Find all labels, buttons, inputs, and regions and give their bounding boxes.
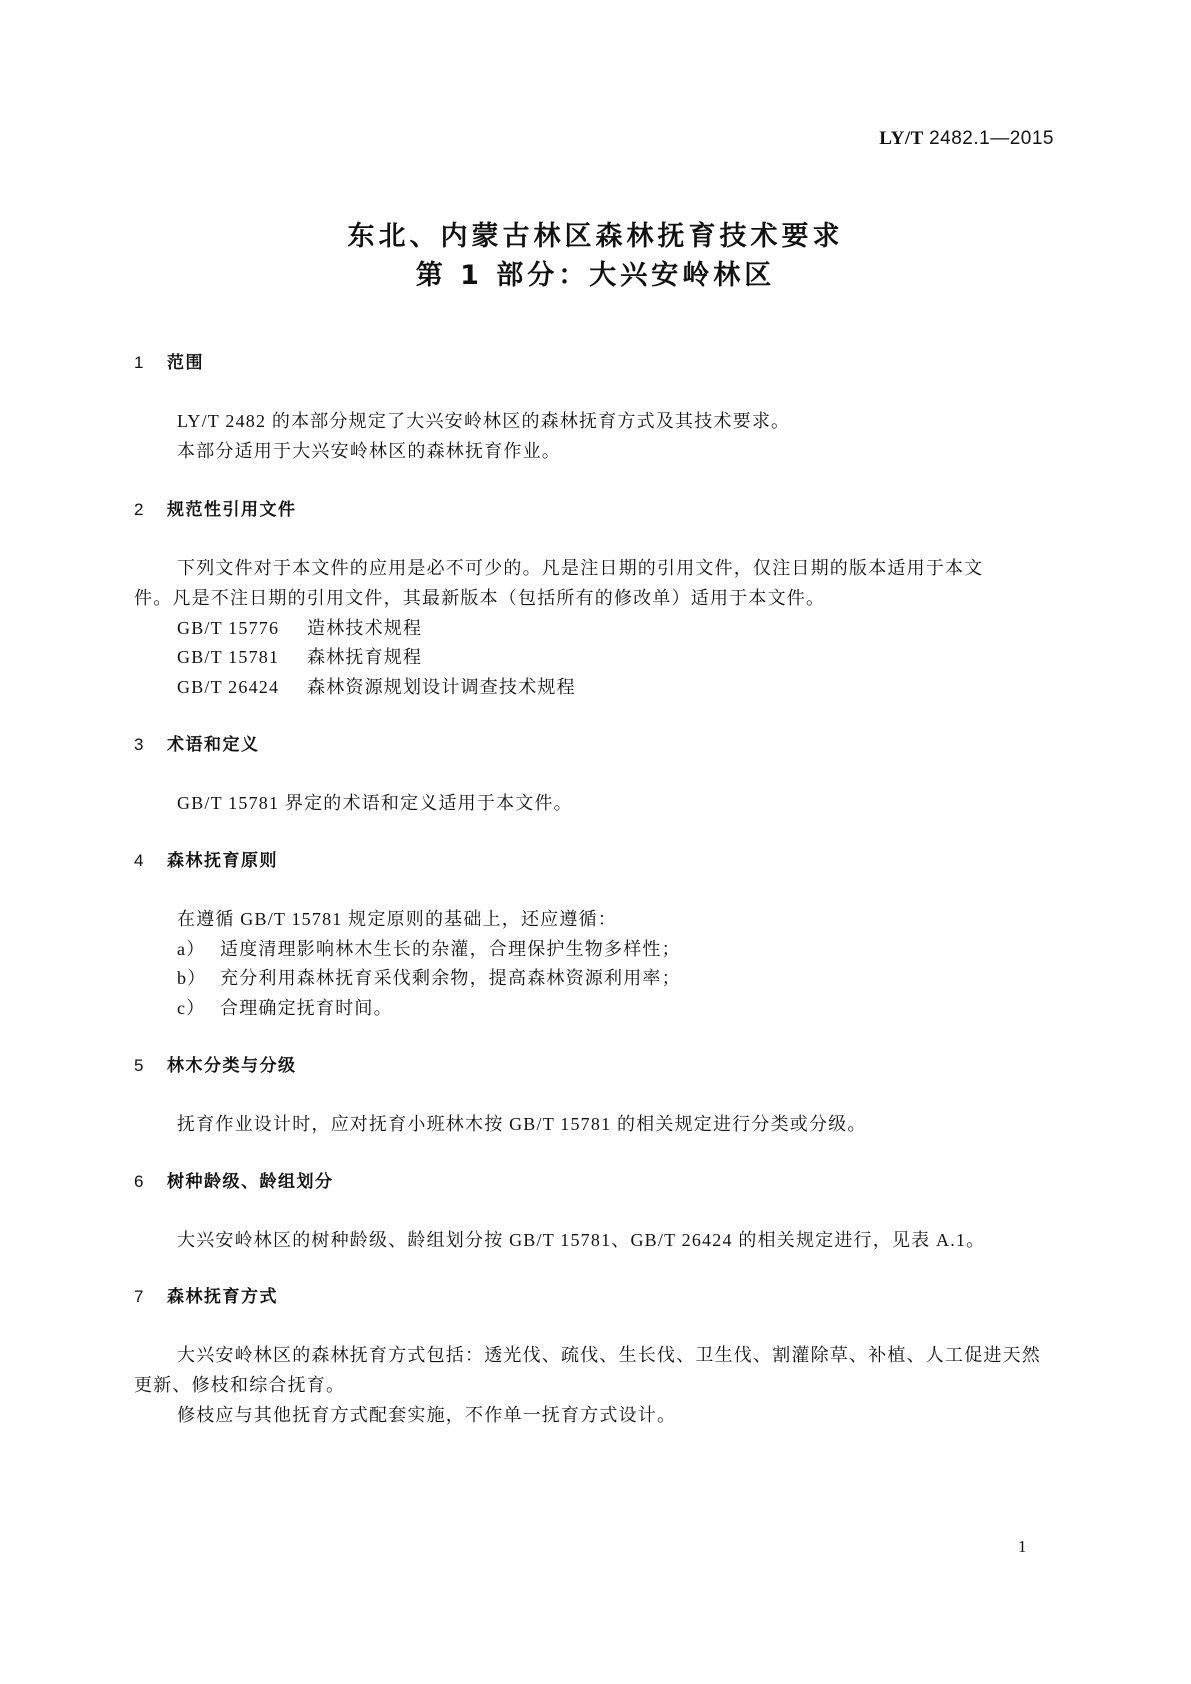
list-label: a） (177, 939, 206, 959)
reference-title: 森林资源规划设计调查技术规程 (307, 677, 576, 697)
reference-item (177, 643, 422, 669)
section-1-heading (134, 348, 204, 373)
section-title: 范围 (167, 353, 204, 373)
section-3-heading (134, 730, 260, 755)
standard-code: 2482.1—2015 (929, 128, 1054, 149)
paragraph: 下列文件对于本文件的应用是必不可少的。凡是注日期的引用文件，仅注日期的版本适用于本文 (177, 558, 984, 578)
reference-title: 森林抚育规程 (307, 647, 423, 667)
list-label: b） (177, 968, 207, 988)
section-6-heading (134, 1167, 334, 1192)
section-number: 4 (134, 851, 145, 870)
list-text: 充分利用森林抚育采伐剩余物，提高森林资源利用率； (220, 968, 681, 988)
document-title-line2: 第 1 部分：大兴安岭林区 (415, 260, 776, 291)
section-title: 林木分类与分级 (167, 1056, 297, 1076)
list-item (177, 994, 393, 1020)
section-number: 2 (134, 500, 145, 519)
list-label: c） (177, 998, 206, 1018)
section-title: 森林抚育方式 (167, 1287, 278, 1307)
paragraph: 本部分适用于大兴安岭林区的森林抚育作业。 (177, 441, 561, 461)
list-item (177, 935, 681, 961)
paragraph: LY/T 2482 的本部分规定了大兴安岭林区的森林抚育方式及其技术要求。 (177, 411, 791, 431)
section-title: 术语和定义 (167, 735, 260, 755)
section-7-heading (134, 1282, 278, 1307)
list-item (177, 964, 681, 990)
reference-item (177, 673, 576, 699)
section-title: 森林抚育原则 (167, 851, 278, 871)
reference-title: 造林技术规程 (307, 618, 423, 638)
list-text: 适度清理影响林木生长的杂灌，合理保护生物多样性； (220, 939, 681, 959)
paragraph: 大兴安岭林区的树种龄级、龄组划分按 GB/T 15781、GB/T 26424 的相关规定进行，见表 A.1。 (177, 1230, 986, 1250)
standard-number (879, 128, 1054, 150)
paragraph: 件。凡是不注日期的引用文件，其最新版本（包括所有的修改单）适用于本文件。 (134, 588, 826, 608)
paragraph: 更新、修枝和综合抚育。 (134, 1375, 346, 1395)
standard-prefix: LY/T (879, 128, 924, 149)
paragraph: 在遵循 GB/T 15781 规定原则的基础上，还应遵循： (177, 909, 617, 929)
section-title: 树种龄级、龄组划分 (167, 1172, 334, 1192)
paragraph: 大兴安岭林区的森林抚育方式包括：透光伐、疏伐、生长伐、卫生伐、割灌除草、补植、人工促进天然 (177, 1345, 1041, 1365)
reference-code: GB/T 15776 (177, 618, 280, 638)
section-4-heading (134, 846, 278, 871)
paragraph: GB/T 15781 界定的术语和定义适用于本文件。 (177, 793, 573, 813)
paragraph: 修枝应与其他抚育方式配套实施，不作单一抚育方式设计。 (177, 1405, 677, 1425)
paragraph: 抚育作业设计时，应对抚育小班林木按 GB/T 15781 的相关规定进行分类或分级。 (177, 1114, 867, 1134)
section-number: 5 (134, 1056, 145, 1075)
section-number: 6 (134, 1172, 145, 1191)
reference-code: GB/T 15781 (177, 647, 280, 667)
section-2-heading (134, 495, 297, 520)
section-number: 1 (134, 353, 145, 372)
section-number: 3 (134, 735, 145, 754)
list-text: 合理确定抚育时间。 (220, 998, 393, 1018)
document-title-line1: 东北、内蒙古林区森林抚育技术要求 (347, 221, 844, 252)
page-number: 1 (1018, 1537, 1027, 1556)
reference-code: GB/T 26424 (177, 677, 280, 697)
section-title: 规范性引用文件 (167, 500, 297, 520)
section-5-heading (134, 1051, 297, 1076)
reference-item (177, 614, 422, 640)
section-number: 7 (134, 1287, 145, 1306)
